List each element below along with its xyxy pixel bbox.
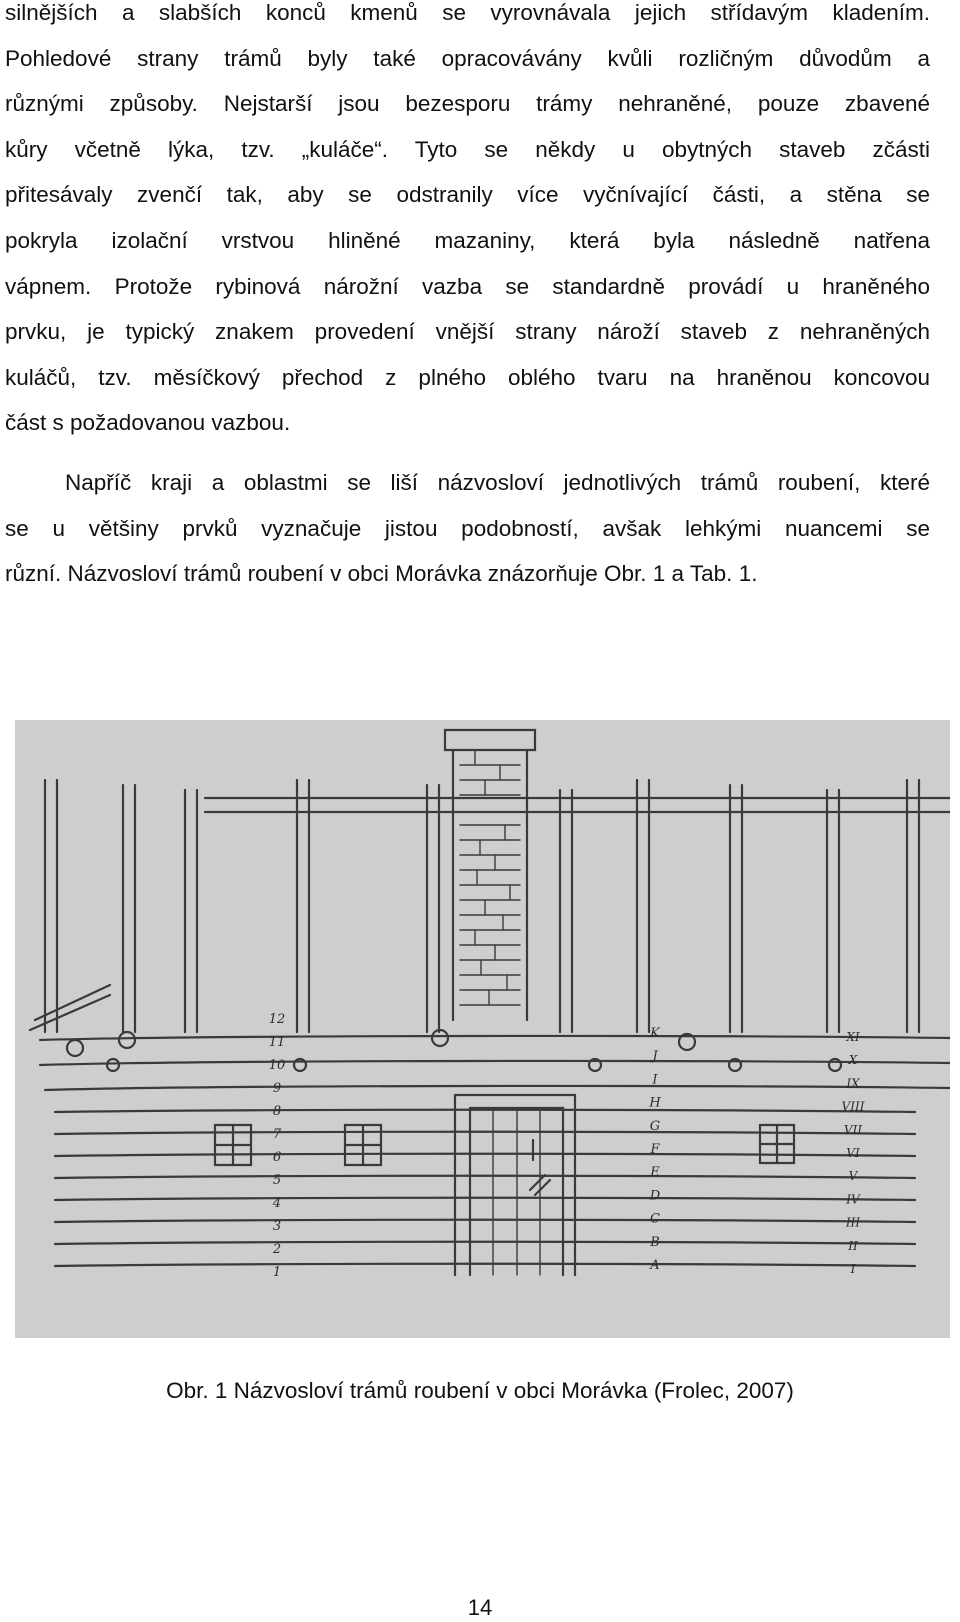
wall-log [55, 1154, 915, 1156]
figure-beam-label: V [848, 1169, 858, 1184]
rafter-beam [730, 785, 742, 1032]
figure-beam-label: K [650, 1026, 660, 1041]
figure-beam-label: G [649, 1118, 661, 1134]
wall-log [55, 1110, 915, 1112]
rafter-beam [560, 790, 572, 1032]
text-line: se u většiny prvků vyznačuje jistou podobností, avšak lehkými nuancemi se [5, 515, 930, 541]
figure-beam-label: IV [846, 1192, 860, 1207]
figure-beam-label: H [649, 1095, 661, 1111]
figure-beam-label: III [845, 1215, 861, 1230]
figure-beam-label: 7 [272, 1127, 282, 1142]
figure-beam-label: VI [846, 1146, 860, 1160]
figure-beam-label: C [650, 1211, 660, 1227]
rafter-beam [123, 785, 135, 1032]
figure-beam-label: VIII [841, 1099, 865, 1114]
text-line: kuláčů, tzv. měsíčkový přechod z plného oblého tvaru na hraněnou koncovou [5, 364, 930, 390]
rafter-beam [45, 780, 57, 1032]
figure-beam-label: 4 [272, 1196, 282, 1211]
wall-log [55, 1242, 915, 1244]
wall-log [55, 1220, 915, 1222]
figure-beam-label: X [848, 1053, 858, 1068]
wall-log [55, 1198, 915, 1200]
figure-beam-label: VII [843, 1122, 863, 1137]
rafter-beam [427, 785, 439, 1032]
wall-log [55, 1132, 915, 1134]
paragraph-2 [5, 460, 930, 597]
figure-beam-label: A [650, 1258, 660, 1273]
rafter-beam [637, 780, 649, 1032]
page-number: 14 [467, 1595, 493, 1620]
figure-beam-label: F [650, 1142, 660, 1157]
figure-beam-label: XI [846, 1030, 860, 1044]
text-line: Napříč kraji a oblastmi se liší názvosloví jednotlivých trámů roubení, které [65, 470, 930, 495]
rafter-beam [827, 790, 839, 1032]
figure-beam-label: B [650, 1234, 660, 1250]
wall-log [55, 1176, 915, 1178]
figure-beam-label: 11 [268, 1035, 286, 1050]
text-line: různými způsoby. Nejstarší jsou bezesporu trámy nehraněné, pouze zbavené [5, 91, 930, 117]
text-line: různí. Názvosloví trámů roubení v obci Morávka znázorňuje Obr. 1 a Tab. 1. [5, 561, 758, 587]
rafter-beam [297, 780, 309, 1032]
text-line: prvku, je typický znakem provedení vnější strany nároží staveb z nehraněných [5, 319, 930, 345]
figure-log-house-drawing [15, 720, 950, 1338]
wall-log [55, 1264, 915, 1266]
figure-beam-label: 2 [272, 1242, 282, 1257]
figure-beam-label: I [850, 1262, 856, 1276]
figure-beam-label: 1 [272, 1265, 282, 1280]
figure-beam-label: J [652, 1049, 658, 1065]
figure-beam-label: I [652, 1072, 658, 1088]
figure-beam-label: 6 [272, 1150, 282, 1165]
rafter-beam [185, 790, 197, 1032]
rafter-beam [907, 780, 919, 1032]
figure-beam-label: D [649, 1188, 661, 1204]
figure-beam-label: 12 [268, 1012, 286, 1027]
text-line: kůry včetně lýka, tzv. „kuláče“. Tyto se někdy u obytných staveb zčásti [5, 136, 930, 162]
text-line: část s požadovanou vazbou. [5, 410, 291, 436]
text-line: vápnem. Protože rybinová nárožní vazba se standardně provádí u hraněného [5, 273, 930, 299]
paragraph-1 [5, 0, 930, 446]
figure-beam-label: 8 [272, 1104, 282, 1119]
figure-beam-label: IX [846, 1076, 860, 1091]
figure-beam-label: II [848, 1238, 858, 1253]
figure-beam-label: E [650, 1165, 660, 1181]
figure-caption: Obr. 1 Názvosloví trámů roubení v obci Morávka (Frolec, 2007) [166, 1378, 794, 1403]
text-line: silnějších a slabších konců kmenů se vyrovnávala jejich střídavým kladením. [5, 0, 930, 25]
figure-beam-label: 10 [268, 1058, 286, 1073]
text-line: přitesávaly zvenčí tak, aby se odstranily více vyčnívající části, a stěna se [5, 182, 930, 208]
text-line: Pohledové strany trámů byly také opracovávány kvůli rozličným důvodům a [5, 45, 930, 71]
text-line: pokryla izolační vrstvou hliněné mazaniny, která byla následně natřena [5, 227, 930, 253]
figure-beam-label: 5 [272, 1173, 282, 1188]
figure-beam-label: 3 [272, 1219, 282, 1234]
figure-beam-label: 9 [272, 1081, 282, 1096]
